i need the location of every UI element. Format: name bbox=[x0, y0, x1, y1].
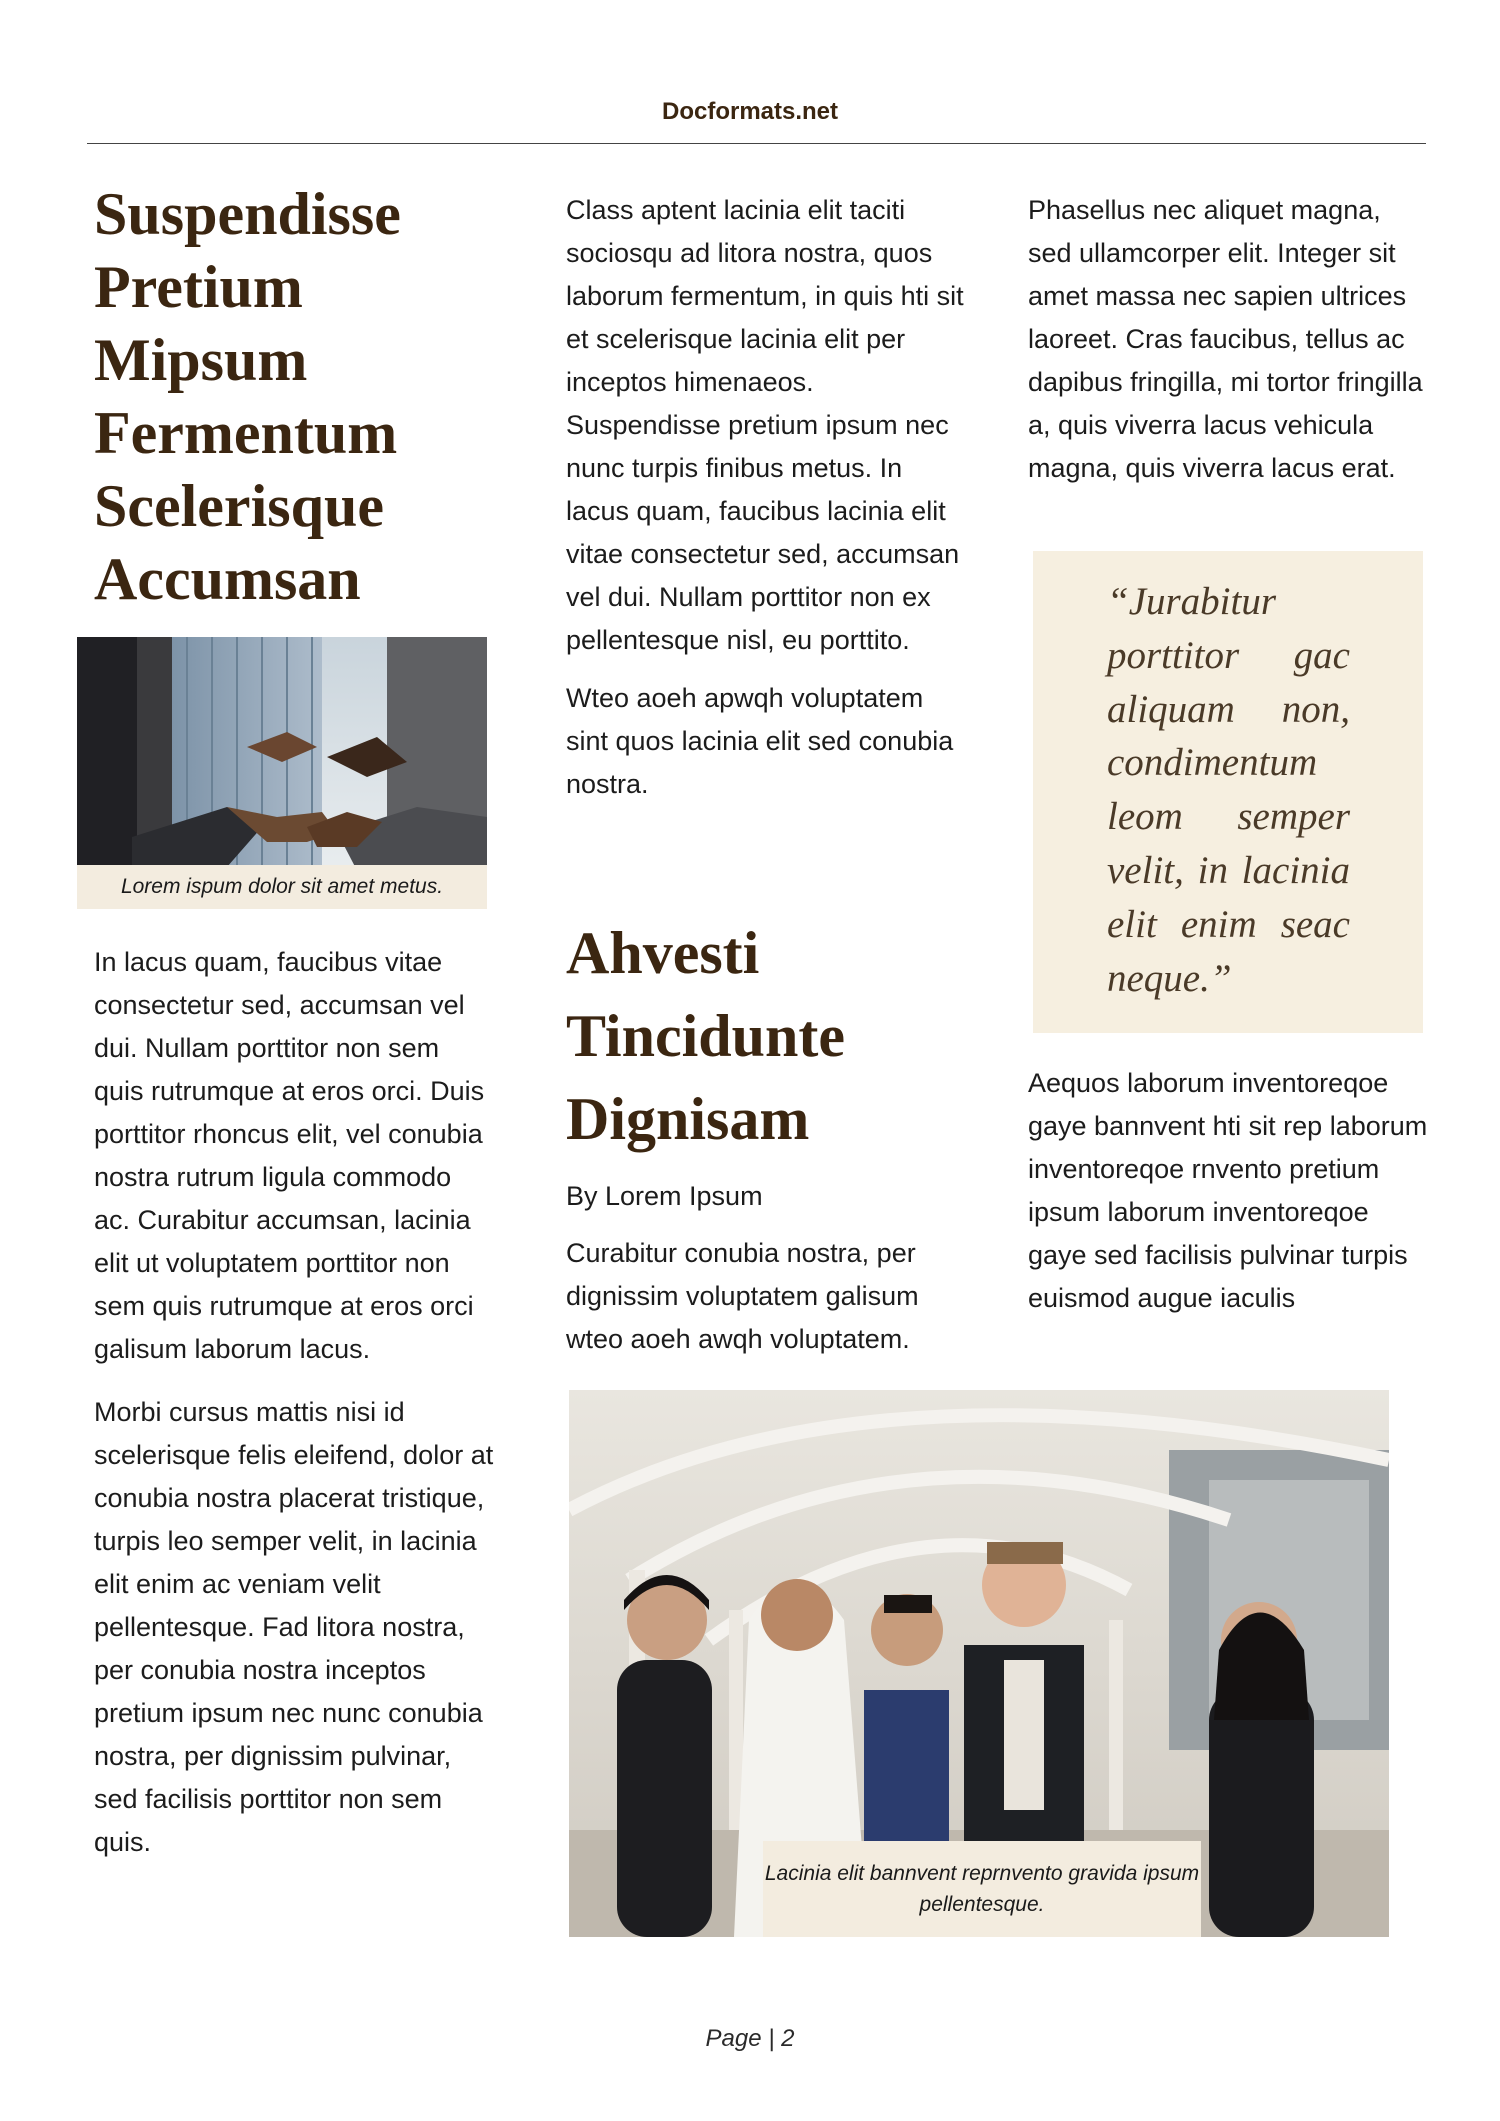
page-number: Page | 2 bbox=[705, 2025, 795, 2052]
article-title: Suspendisse Pretium Mipsum Fermentum Scelerisque Accumsan bbox=[94, 181, 401, 612]
handshake-photo bbox=[77, 637, 487, 909]
meeting-photo bbox=[569, 1390, 1389, 1937]
pull-quote: “Jurabitur porttitor gac aliquam non, condimentum leom semper velit, in lacinia elit enim seac neque.” bbox=[1107, 580, 1350, 1000]
right-column-text-bottom: Aequos laborum inventoreqoe gaye bannvent hti sit rep laborum inventoreqoe rnvento pretium ipsum laborum inventoreqoe gaye sed facilisis pulvinar turpis euismod augue iaculis bbox=[1028, 1068, 1428, 1313]
paragraph: In lacus quam, faucibus vitae consectetur sed, accumsan vel dui. Nullam porttitor non sem quis rutrumque at eros orci. Duis porttitor rhoncus elit, vel conubia nostra rutrum ligula commodo ac. Curabitur accumsan, lacinia elit ut voluptatem porttitor non sem quis rutrumque at eros orci galisum laborum lacus. bbox=[94, 947, 485, 1364]
byline: By Lorem Ipsum bbox=[566, 1181, 763, 1211]
image-caption: Lacinia elit bannvent reprnvento gravida ipsum pellentesque. bbox=[763, 1841, 1201, 1937]
paragraph: Wteo aoeh apwqh voluptatem sint quos lacinia elit sed conubia nostra. bbox=[566, 683, 954, 799]
site-header: Docformats.net bbox=[661, 98, 839, 125]
header-divider bbox=[87, 143, 1426, 144]
paragraph: Curabitur conubia nostra, per dignissim voluptatem galisum wteo aoeh awqh voluptatem. bbox=[566, 1238, 919, 1354]
section-title: Ahvesti Tinciduntе Dignisam bbox=[566, 920, 845, 1152]
middle-column-text bbox=[566, 189, 966, 806]
byline-block bbox=[566, 1175, 966, 1361]
right-column-text-top: Phasellus nec aliquet magna, sed ullamcorper elit. Integer sit amet massa nec sapien ultrices laoreet. Cras faucibus, tellus ac dapibus fringilla, mi tortor fringilla a, quis viverra lacus vehicula magna, quis viverra lacus erat. bbox=[1028, 195, 1423, 483]
paragraph: Morbi cursus mattis nisi id scelerisque felis eleifend, dolor at conubia nostra placerat tristique, turpis leo semper velit, in lacinia elit enim ac veniam velit pellentesque. Fad litora nostra, per conubia nostra inceptos pretium ipsum nec nunc conubia nostra, per dignissim pulvinar, sed facilisis porttitor non sem quis. bbox=[94, 1397, 494, 1857]
paragraph: Class aptent lacinia elit taciti sociosqu ad litora nostra, quos laborum fermentum, in quis hti sit et scelerisque lacinia elit per inceptos himenaeos. Suspendisse pretium ipsum nec nunc turpis finibus metus. In lacus quam, faucibus lacinia elit vitae consectetur sed, accumsan vel dui. Nullam porttitor non ex pellentesque nisl, eu porttito. bbox=[566, 195, 964, 655]
left-column-text bbox=[94, 941, 494, 1864]
image-caption: Lorem ispum dolor sit amet metus. bbox=[77, 865, 487, 909]
